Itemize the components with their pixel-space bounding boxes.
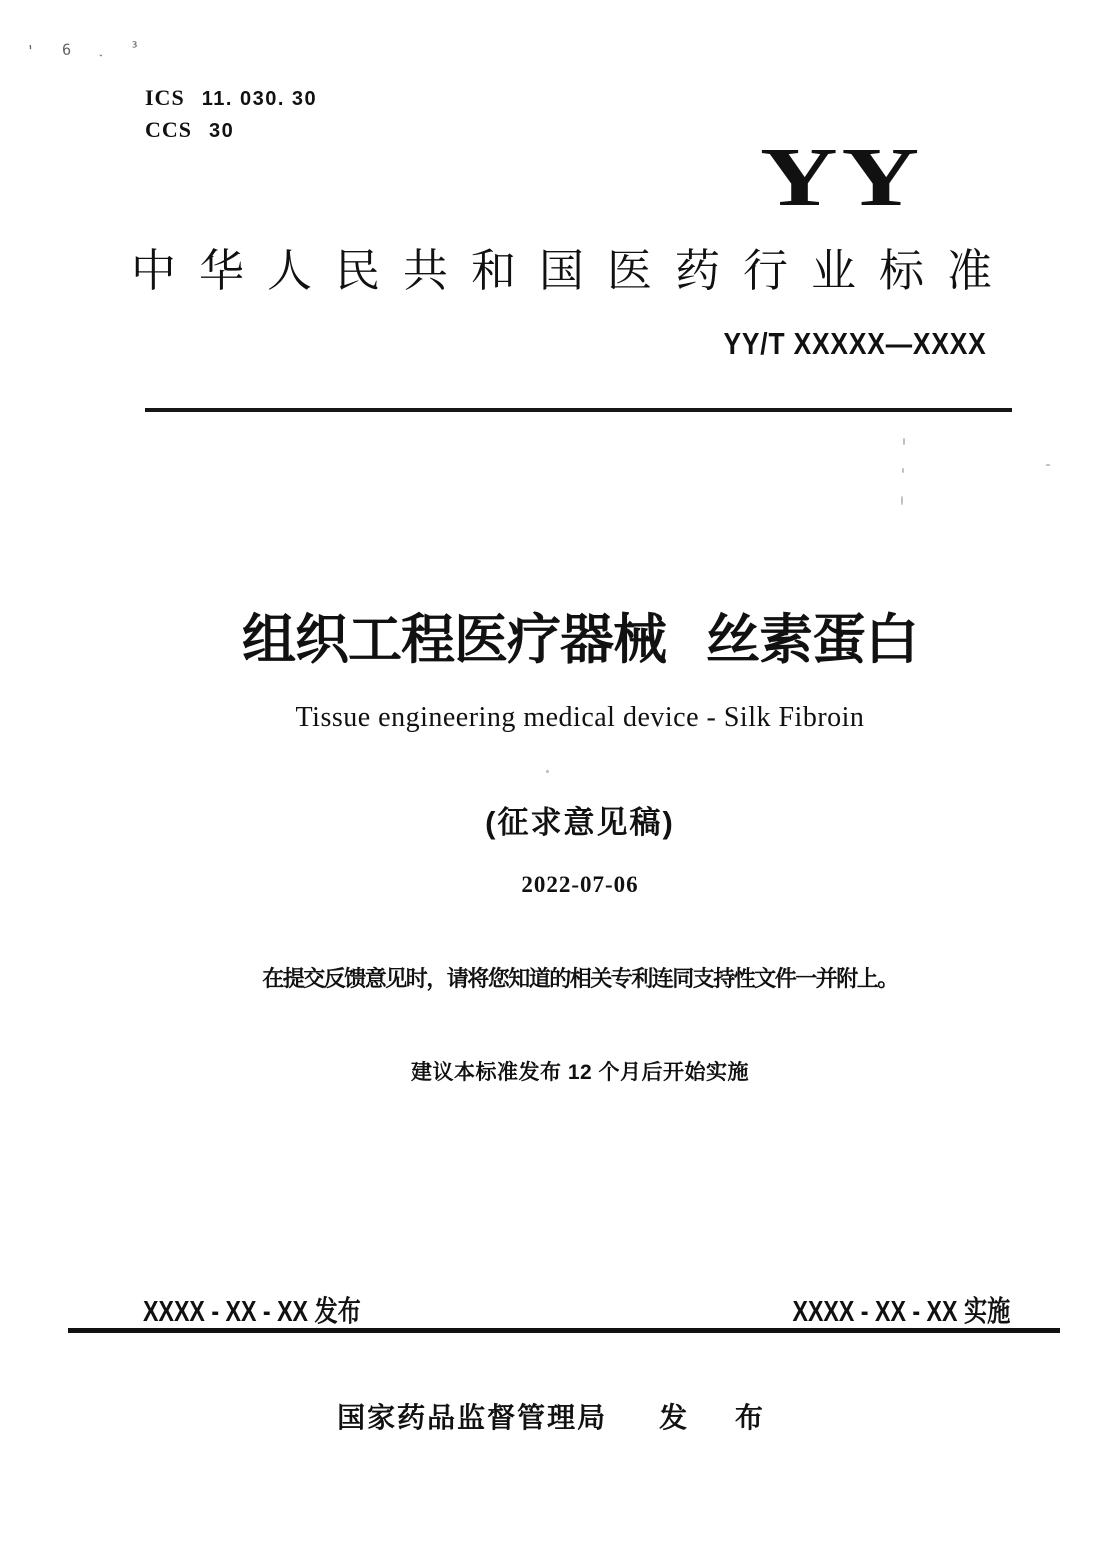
- ccs-line: [145, 114, 317, 146]
- classification-block: [145, 82, 317, 146]
- yy-standard-logo: YY: [760, 131, 923, 224]
- ics-label: ICS: [145, 85, 185, 110]
- scan-speck: [903, 438, 905, 445]
- scan-speck: [901, 496, 903, 505]
- ccs-value: 30: [209, 120, 235, 142]
- ccs-label: CCS: [145, 117, 193, 142]
- scan-artifact-marks: ' 6 ˯ ³: [25, 37, 149, 61]
- implementation-suggestion-note: 建议本标准发布 12 个月后开始实施: [410, 1061, 750, 1084]
- publish-label: 发 布: [659, 1402, 783, 1433]
- release-date: XXXX - XX - XX 发布: [143, 1296, 361, 1328]
- publisher-name: 国家药品监督管理局: [337, 1402, 608, 1433]
- standard-name: 中华人民共和国医药行业标准: [131, 245, 1016, 296]
- draft-stage-note: (征求意见稿): [485, 805, 675, 840]
- scan-speck: [546, 770, 549, 773]
- publisher-line: [145, 1396, 975, 1436]
- document-title-english: Tissue engineering medical device - Silk Fibroin: [295, 702, 865, 733]
- scan-speck: [1046, 464, 1050, 466]
- document-title-chinese: 组织工程医疗器械 丝素蛋白: [241, 610, 918, 670]
- standard-number: YY/T XXXXX—XXXX: [723, 326, 987, 361]
- ics-value: 11. 030. 30: [201, 88, 318, 110]
- implement-date: XXXX - XX - XX 实施: [792, 1296, 1010, 1328]
- footer-rule: [68, 1328, 1060, 1333]
- patent-feedback-notice: 在提交反馈意见时，请将您知道的相关专利连同支持性文件一并附上。: [262, 966, 898, 991]
- scan-speck: [902, 468, 904, 473]
- header-rule: [145, 408, 1012, 412]
- ics-line: [145, 82, 317, 114]
- draft-date: 2022-07-06: [521, 872, 639, 897]
